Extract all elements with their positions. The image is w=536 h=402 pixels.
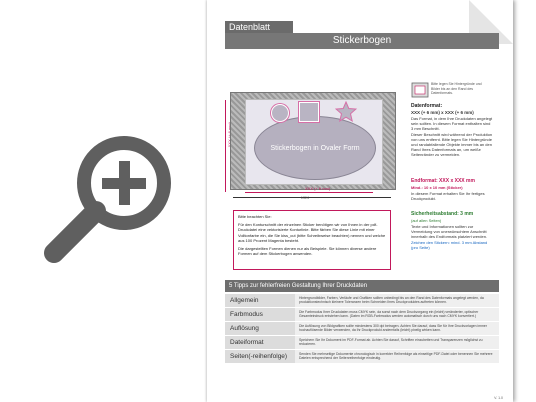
beschnitt-text: Dieser Beschnitt wird während der Produktion von uns entfernt. Bitte legen Sie Hintergründe und randabfallende Objekte immer bis an den Rand Ihres Datenformats an, um weiße Seitenränder zu vermeiden.	[411, 132, 493, 157]
tip-text: Speichern Sie Ihr Dokument im PDF-Format ab. Achten Sie darauf, Schriften einzubetten und Transparenzen möglichst zu reduzieren.	[295, 336, 499, 349]
table-row	[225, 308, 499, 322]
sicherheit-block	[411, 210, 493, 251]
zoom-in-icon[interactable]	[40, 125, 180, 265]
endformat-text: In diesem Format erhalten Sie Ihr fertiges Druckprodukt.	[411, 191, 485, 201]
sticker-sheet-bleed	[230, 92, 396, 190]
sicherheit-text: Texte und Informationen sollten zur Vermeidung von unerwünschtem Anschnitt innerhalb des Endformats platziert werden.	[411, 224, 488, 239]
table-row	[225, 350, 499, 364]
format-info-panel	[411, 82, 493, 252]
datenformat-text: Das Format, in dem Ihre Druckdaten angelegt sein sollten. In diesem Format enthalten sind 3 mm Beschnitt.	[411, 116, 493, 131]
schwarz-text: Zeichen den Stickern: mind. 3 mm Abstand (pro Seite)	[411, 240, 488, 250]
tip-label: Auflösung	[225, 322, 295, 335]
version-label: V. 1.0	[494, 396, 503, 400]
oval-label: Stickerbogen in Ovaler Form	[270, 144, 360, 152]
datenformat-value: XXX (+ 6 mm) x XXX (+ 6 mm)	[411, 110, 474, 115]
notice-paragraph-2: Die dargestellten Formen dienen nur als Beispiele. Sie können diverse andere Formen auf dem Stickerbogen anwenden.	[238, 245, 377, 256]
tip-text: Senden Sie mehrseitige Dokumente chronologisch in korrekter Reihenfolge als einseitige PDF-Datei oder benennen Sie mehrere Dateien entsprechend der Seitenreihenfolge eindeutig.	[295, 350, 499, 363]
notice-heading: Bitte beachten Sie:	[238, 214, 272, 219]
datasheet-page[interactable]	[207, 0, 513, 402]
datenformat-heading: Datenformat:	[411, 103, 443, 109]
section-label: Datenblatt	[225, 21, 293, 33]
tip-label: Seiten(-reihenfolge)	[225, 350, 295, 363]
magnifier-plus-icon	[40, 125, 180, 265]
dimension-bottom-red-line	[245, 192, 373, 193]
notice-paragraph-1: Für den Konturschnitt der einzelnen Sticker benötigen wir von Ihnen in der pdf-Druckdatei eine vektorisierte Konturlinie. Bitte färben Sie diese Linie mit einer Volltonfarbe ein, die Sie kiss_cut (bitte Schreibweise beachten) nennen und welche aus 100 Prozent Magenta besteht.	[238, 221, 386, 243]
endformat-sub: Mind.: 10 x 10 mm (Sticker)	[411, 185, 463, 190]
bleed-example-text: Bitte legen Sie Hintergründe und Bilder bis an den Rand des Datenformats.	[431, 82, 482, 95]
tips-table	[225, 294, 499, 364]
sticker-star-icon	[335, 101, 357, 123]
datenformat-block	[411, 102, 493, 158]
sicherheit-sub: (auf allen Seiten)	[411, 218, 442, 223]
sticker-oval	[254, 116, 376, 180]
tip-text: Die Farbmodus Ihrer Druckdaten muss CMYK sein, da sonst nach dem Druckvorgang ein (leicht) veränderter, optischer Gesamteindruck entstehen kann. (Daten im RGB-Farbmodus werden automatisch durch uns nach CMYK konvertiert.)	[295, 308, 499, 321]
tip-label: Farbmodus	[225, 308, 295, 321]
tip-text: Die Auflösung von Bildgrafiken sollte mindestens 300 dpi betragen. Achten Sie darauf, dass Sie für Ihre Druckvorlagen immer hochauflösende Bilder verwenden, da Ihr Druckprodukt andernfalls (leicht) pixelig wirken kann.	[295, 322, 499, 335]
sticker-sheet-illustration	[225, 82, 399, 200]
sicherheit-heading: Sicherheitsabstand: 3 mm	[411, 211, 474, 217]
bleed-example-icon	[411, 82, 429, 98]
sticker-square	[299, 102, 319, 122]
tip-label: Dateiformat	[225, 336, 295, 349]
dimension-bottom-red-label: XXX (+ 6 mm)	[305, 186, 331, 191]
endformat-block	[411, 177, 493, 202]
sticker-sheet-trim	[245, 99, 383, 185]
tip-text: Hintergrundbilder, Farben, Verläufe und Grafiken sollten unbedingt bis an den Rand des Datenformats angelegt werden, da produktionstechnisch kleinere Toleranzen beim Schneiden Ihres Druckproduktes auftreten können.	[295, 294, 499, 307]
sticker-circle	[271, 104, 289, 122]
dimension-bottom-line	[233, 197, 391, 198]
tips-header: 5 Tipps zur fehlerfreien Gestaltung Ihrer Druckdaten	[225, 280, 499, 292]
table-row	[225, 322, 499, 336]
notice-box	[233, 210, 391, 270]
dimension-bottom-label: XXX	[301, 195, 310, 200]
table-row	[225, 294, 499, 308]
table-row	[225, 336, 499, 350]
page-title: Stickerbogen	[225, 33, 499, 49]
tip-label: Allgemein	[225, 294, 295, 307]
endformat-heading: Endformat: XXX x XXX mm	[411, 178, 475, 184]
